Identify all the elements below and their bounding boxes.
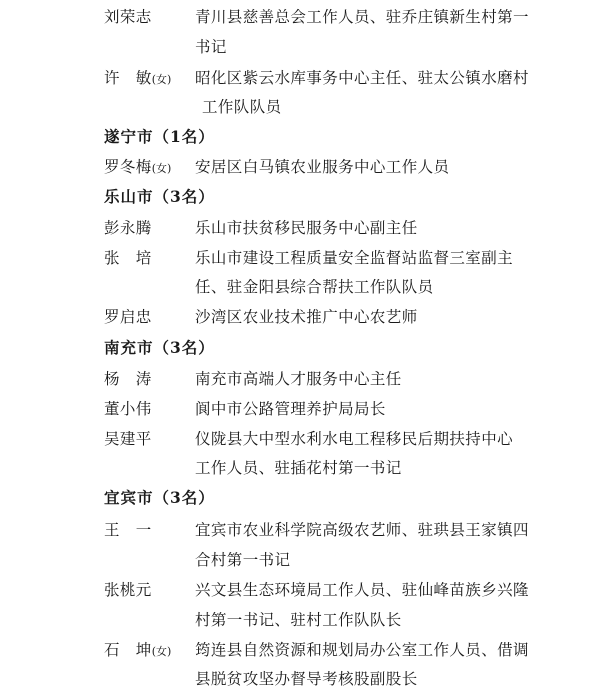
person-description-cont: 县脱贫攻坚办督导考核股副股长 [195,670,418,688]
person-name: 彭永腾 [104,219,152,237]
person-name: 罗启忠 [104,308,152,326]
person-description: 青川县慈善总会工作人员、驻乔庄镇新生村第一 [195,8,529,26]
gender-tag: (女) [151,645,172,658]
gender-tag: (女) [151,162,172,175]
section-heading-yibin: 宜宾市（3名） [104,488,215,507]
person-name: 罗冬梅(女) [104,158,172,176]
person-description-cont: 村第一书记、驻村工作队队长 [195,611,402,629]
person-description: 阆中市公路管理养护局局长 [195,400,386,418]
person-description: 兴文县生态环境局工作人员、驻仙峰苗族乡兴隆 [195,581,529,599]
person-name: 刘荣志 [104,8,152,26]
person-description: 宜宾市农业科学院高级农艺师、驻珙县王家镇四 [195,521,529,539]
person-description: 乐山市建设工程质量安全监督站监督三室副主 [195,249,514,267]
person-name: 董小伟 [104,400,152,418]
person-name: 王 一 [104,521,152,539]
gender-tag: (女) [151,73,172,86]
person-name: 石 坤(女) [104,641,172,659]
section-heading-suining: 遂宁市（1名） [104,127,215,146]
person-description: 乐山市扶贫移民服务中心副主任 [195,219,418,237]
person-description-cont: 合村第一书记 [195,551,291,569]
person-description: 安居区白马镇农业服务中心工作人员 [195,158,450,176]
person-name: 张 培 [104,249,152,267]
person-description: 沙湾区农业技术推广中心农艺师 [195,308,418,326]
person-description-cont: 任、驻金阳县综合帮扶工作队队员 [195,278,434,296]
person-description-cont: 工作人员、驻插花村第一书记 [195,459,402,477]
person-name: 吴建平 [104,430,152,448]
person-description: 昭化区紫云水库事务中心主任、驻太公镇水磨村 [195,69,529,87]
person-description: 南充市高端人才服务中心主任 [195,370,402,388]
section-heading-nanchong: 南充市（3名） [104,338,215,357]
person-description: 筠连县自然资源和规划局办公室工作人员、借调 [195,641,529,659]
person-name: 许 敏(女) [104,69,172,87]
person-name: 张桃元 [104,581,152,599]
section-heading-leshan: 乐山市（3名） [104,187,215,206]
person-description: 仪陇县大中型水利水电工程移民后期扶持中心 [195,430,514,448]
person-description-cont: 书记 [195,38,227,56]
person-name: 杨 涛 [104,370,152,388]
person-description-cont: 工作队队员 [202,98,282,116]
